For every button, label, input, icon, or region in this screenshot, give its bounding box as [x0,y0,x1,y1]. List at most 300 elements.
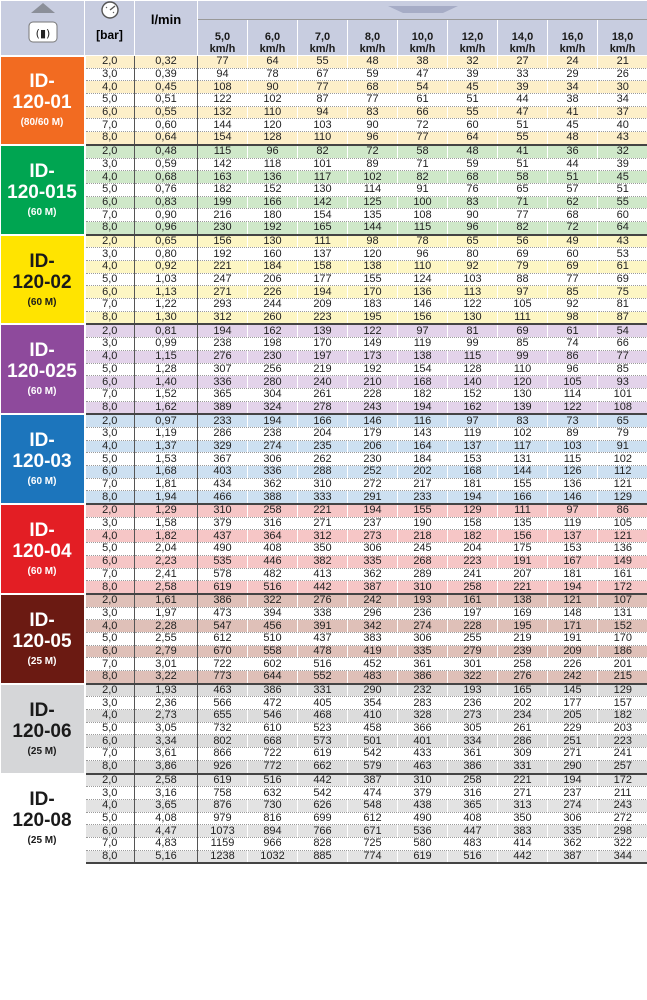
rate-cell: 602 [248,658,298,671]
nozzle-name-line1: ID- [29,430,55,452]
pressure-cell: 7,0 [85,209,135,222]
rate-cell: 730 [248,799,298,812]
nozzle-size: (80/60 M) [20,117,64,129]
rate-cell: 60 [448,119,498,132]
rate-cell: 626 [298,799,348,812]
pressure-cell: 7,0 [85,837,135,850]
rate-cell: 180 [248,209,298,222]
rate-cell: 155 [498,478,548,491]
rate-cell: 324 [248,401,298,414]
rate-cell: 221 [498,581,548,594]
flow-cell: 3,01 [135,658,198,671]
rate-cell: 1238 [198,850,248,863]
pressure-cell: 3,0 [85,338,135,351]
rate-cell: 192 [348,363,398,376]
flow-cell: 0,81 [135,324,198,337]
rate-cell: 96 [248,145,298,158]
speed-unit: km/h [559,43,586,55]
rate-cell: 296 [348,607,398,620]
rate-cell: 194 [248,414,298,427]
rate-cell: 193 [448,684,498,697]
rate-cell: 40 [598,119,647,132]
table-row [1,748,647,761]
pressure-cell: 6,0 [85,645,135,658]
rate-cell: 161 [598,568,647,581]
flow-cell: 2,73 [135,710,198,723]
rate-cell: 132 [198,106,248,119]
rate-cell: 191 [498,555,548,568]
rate-cell: 235 [298,440,348,453]
rate-cell: 612 [348,812,398,825]
pressure-cell: 3,0 [85,697,135,710]
rate-cell: 183 [348,299,398,312]
nozzle-name-line2: 120-03 [12,451,72,473]
rate-cell: 278 [298,401,348,414]
rate-cell: 165 [298,221,348,234]
rate-cell: 365 [448,799,498,812]
flow-cell: 3,65 [135,799,198,812]
rate-cell: 37 [598,106,647,119]
rate-cell: 535 [198,555,248,568]
rate-cell: 655 [198,710,248,723]
rate-cell: 197 [448,607,498,620]
rate-cell: 442 [498,850,548,863]
nozzle-label-cell [1,504,85,594]
rate-cell: 306 [248,453,298,466]
rate-cell: 153 [448,453,498,466]
rate-cell: 336 [248,466,298,479]
rate-cell: 98 [348,235,398,248]
flow-cell: 2,36 [135,697,198,710]
rate-cell: 93 [598,376,647,389]
speed-value: 16,0 [561,31,584,43]
rate-cell: 148 [548,607,598,620]
rate-cell: 272 [348,478,398,491]
rate-cell: 120 [498,376,548,389]
rate-cell: 344 [598,850,647,863]
rate-cell: 243 [348,401,398,414]
rate-cell: 125 [348,196,398,209]
table-row [1,56,647,69]
rate-cell: 194 [548,581,598,594]
rate-cell: 316 [448,787,498,800]
pressure-cell: 2,0 [85,324,135,337]
table-row [1,286,647,299]
rate-cell: 335 [348,555,398,568]
rate-cell: 310 [398,774,448,787]
rate-cell: 463 [398,760,448,773]
rate-cell: 79 [598,427,647,440]
nozzle-label-cell [1,56,85,145]
rate-cell: 130 [448,311,498,324]
rate-cell: 137 [298,248,348,261]
rate-cell: 291 [348,491,398,504]
pressure-cell: 5,0 [85,632,135,645]
nozzle-label-cell [1,684,85,774]
flow-cell: 0,68 [135,171,198,184]
rate-cell: 207 [498,568,548,581]
rate-cell: 96 [448,221,498,234]
rate-cell: 112 [598,466,647,479]
flow-unit-header [135,1,198,56]
rate-cell: 274 [248,440,298,453]
rate-cell: 87 [598,311,647,324]
table-row [1,837,647,850]
nozzle-size: (60 M) [27,386,57,398]
rate-cell: 32 [448,56,498,69]
rate-cell: 468 [298,710,348,723]
speed-column-header [198,20,248,56]
rate-cell: 202 [398,466,448,479]
rate-cell: 44 [548,158,598,171]
flow-cell: 1,30 [135,311,198,324]
rate-cell: 215 [598,671,647,684]
nozzle-size: (25 M) [27,835,57,847]
rate-cell: 365 [198,388,248,401]
pressure-cell: 3,0 [85,158,135,171]
table-row [1,850,647,863]
pressure-cell: 2,0 [85,145,135,158]
rate-cell: 926 [198,760,248,773]
rate-cell: 668 [248,735,298,748]
rate-cell: 516 [248,774,298,787]
rate-cell: 310 [398,581,448,594]
pressure-cell: 4,0 [85,261,135,274]
rate-cell: 255 [448,632,498,645]
rate-cell: 241 [448,568,498,581]
rate-cell: 118 [248,158,298,171]
rate-cell: 57 [548,183,598,196]
rate-cell: 92 [548,299,598,312]
table-row [1,235,647,248]
rate-cell: 177 [298,273,348,286]
rate-cell: 272 [598,812,647,825]
speed-unit: km/h [409,43,436,55]
rate-cell: 732 [198,722,248,735]
pressure-cell: 2,0 [85,235,135,248]
rate-cell: 671 [348,825,398,838]
rate-cell: 230 [198,221,248,234]
rate-cell: 273 [448,710,498,723]
pressure-cell: 3,0 [85,787,135,800]
table-row [1,697,647,710]
rate-cell: 108 [398,209,448,222]
rate-cell: 866 [198,748,248,761]
table-row [1,338,647,351]
rate-cell: 438 [398,799,448,812]
rate-cell: 410 [348,710,398,723]
rate-cell: 456 [248,620,298,633]
rate-cell: 210 [348,376,398,389]
pressure-cell: 8,0 [85,132,135,145]
rate-cell: 172 [598,581,647,594]
rate-cell: 130 [248,235,298,248]
rate-cell: 131 [498,453,548,466]
rate-cell: 247 [198,273,248,286]
rate-cell: 85 [498,338,548,351]
pressure-cell: 8,0 [85,401,135,414]
rate-cell: 290 [348,684,398,697]
speed-unit: km/h [459,43,486,55]
rate-cell: 331 [298,684,348,697]
rate-cell: 24 [548,56,598,69]
rate-cell: 223 [298,311,348,324]
nozzle-name-line1: ID- [29,519,55,541]
rate-cell: 366 [398,722,448,735]
rate-cell: 155 [398,504,448,517]
rate-cell: 45 [598,171,647,184]
rate-cell: 1159 [198,837,248,850]
rate-cell: 558 [248,645,298,658]
table-row [1,261,647,274]
rate-cell: 244 [248,299,298,312]
rate-cell: 124 [398,273,448,286]
flow-cell: 1,37 [135,440,198,453]
rate-cell: 80 [448,248,498,261]
rate-cell: 221 [298,504,348,517]
rate-cell: 181 [548,568,598,581]
nozzle-name-line2: 120-05 [12,630,72,652]
rate-cell: 48 [448,145,498,158]
rate-cell: 260 [248,311,298,324]
speed-value: 8,0 [364,31,381,43]
rate-cell: 251 [548,735,598,748]
rate-cell: 186 [598,645,647,658]
rate-cell: 258 [498,658,548,671]
rate-cell: 68 [548,209,598,222]
table-row [1,221,647,234]
pressure-cell: 5,0 [85,273,135,286]
rate-cell: 894 [248,825,298,838]
rate-cell: 149 [348,338,398,351]
rate-cell: 135 [348,209,398,222]
rate-cell: 170 [348,286,398,299]
pressure-cell: 3,0 [85,427,135,440]
rate-cell: 154 [398,363,448,376]
table-row [1,555,647,568]
rate-cell: 26 [598,68,647,81]
rate-cell: 161 [448,594,498,607]
rate-cell: 114 [548,388,598,401]
rate-cell: 166 [498,491,548,504]
rate-cell: 232 [398,684,448,697]
nozzle-size: (60 M) [27,565,57,577]
rate-cell: 202 [498,697,548,710]
speed-band-icon [363,6,483,14]
table-row [1,183,647,196]
rate-cell: 89 [348,158,398,171]
rate-cell: 331 [498,760,548,773]
table-row [1,491,647,504]
rate-cell: 128 [448,363,498,376]
rate-cell: 39 [448,68,498,81]
rate-cell: 386 [248,684,298,697]
rate-cell: 166 [248,196,298,209]
rate-cell: 29 [548,68,598,81]
speed-column-header [248,20,298,56]
pressure-cell: 2,0 [85,774,135,787]
table-row [1,401,647,414]
rate-cell: 447 [448,825,498,838]
rate-cell: 45 [448,81,498,94]
rate-cell: 473 [198,607,248,620]
rate-cell: 573 [298,735,348,748]
rate-cell: 121 [598,530,647,543]
rate-cell: 261 [498,722,548,735]
rate-cell: 71 [498,196,548,209]
rate-cell: 619 [398,850,448,863]
rate-cell: 97 [448,414,498,427]
rate-cell: 82 [398,171,448,184]
rate-cell: 32 [598,145,647,158]
rate-cell: 766 [298,825,348,838]
table-row [1,543,647,556]
rate-cell: 39 [498,81,548,94]
rate-cell: 209 [298,299,348,312]
rate-cell: 442 [298,774,348,787]
rate-cell: 41 [498,145,548,158]
table-row [1,94,647,107]
rate-cell: 383 [498,825,548,838]
rate-cell: 309 [498,748,548,761]
rate-cell: 152 [448,388,498,401]
rate-cell: 53 [598,248,647,261]
flow-cell: 0,51 [135,94,198,107]
rate-cell: 61 [398,94,448,107]
rate-cell: 979 [198,812,248,825]
rate-cell: 316 [248,517,298,530]
rate-cell: 175 [498,543,548,556]
table-row [1,388,647,401]
rate-cell: 350 [298,543,348,556]
rate-cell: 56 [498,235,548,248]
flow-cell: 3,05 [135,722,198,735]
pressure-cell: 4,0 [85,799,135,812]
rate-cell: 307 [198,363,248,376]
rate-cell: 116 [398,414,448,427]
rate-cell: 218 [398,530,448,543]
speed-unit: km/h [209,43,236,55]
flow-cell: 2,79 [135,645,198,658]
pressure-cell: 6,0 [85,196,135,209]
rate-cell: 82 [298,145,348,158]
rate-cell: 458 [348,722,398,735]
nozzle-label-cell [1,235,85,325]
rate-cell: 81 [598,299,647,312]
flow-cell: 1,93 [135,684,198,697]
flow-cell: 1,28 [135,363,198,376]
rate-cell: 121 [548,594,598,607]
rate-cell: 67 [298,68,348,81]
rate-cell: 338 [298,607,348,620]
speed-unit: km/h [359,43,386,55]
pressure-cell: 6,0 [85,825,135,838]
rate-cell: 229 [548,722,598,735]
rate-cell: 34 [548,81,598,94]
rate-cell: 312 [298,530,348,543]
rate-cell: 105 [548,376,598,389]
rate-cell: 119 [548,517,598,530]
table-row [1,119,647,132]
rate-cell: 876 [198,799,248,812]
rate-cell: 55 [298,56,348,69]
rate-cell: 276 [298,594,348,607]
table-row [1,324,647,337]
rate-cell: 501 [348,735,398,748]
rate-cell: 58 [398,145,448,158]
pressure-header-cell [85,1,135,56]
rate-cell: 243 [598,799,647,812]
rate-cell: 122 [548,401,598,414]
rate-cell: 306 [398,632,448,645]
rate-cell: 258 [448,774,498,787]
rate-cell: 483 [348,671,398,684]
flow-cell: 1,81 [135,478,198,491]
rate-cell: 136 [548,478,598,491]
nozzle-name-line1: ID- [29,699,55,721]
rate-cell: 802 [198,735,248,748]
rate-cell: 312 [198,311,248,324]
rate-cell: 64 [598,221,647,234]
table-row [1,684,647,697]
flow-cell: 1,53 [135,453,198,466]
rate-cell: 310 [298,478,348,491]
rate-cell: 276 [498,671,548,684]
rate-cell: 126 [548,466,598,479]
flow-cell: 0,76 [135,183,198,196]
rate-cell: 195 [498,620,548,633]
rate-cell: 99 [448,338,498,351]
rate-cell: 110 [248,106,298,119]
rate-cell: 59 [448,158,498,171]
rate-cell: 236 [448,697,498,710]
rate-cell: 119 [398,338,448,351]
table-row [1,710,647,723]
rate-cell: 548 [348,799,398,812]
rate-cell: 322 [448,671,498,684]
rate-cell: 66 [598,338,647,351]
rate-cell: 966 [248,837,298,850]
flow-cell: 2,58 [135,581,198,594]
rate-cell: 149 [598,555,647,568]
rate-cell: 119 [448,427,498,440]
rate-cell: 122 [348,324,398,337]
rate-cell: 68 [448,171,498,184]
rate-cell: 168 [398,376,448,389]
pressure-cell: 6,0 [85,106,135,119]
rate-cell: 221 [498,774,548,787]
rate-cell: 156 [398,311,448,324]
rate-cell: 91 [598,440,647,453]
rate-cell: 483 [448,837,498,850]
rate-cell: 619 [198,774,248,787]
nozzle-name-line2: 120-06 [12,720,72,742]
rate-cell: 490 [198,543,248,556]
pressure-cell: 7,0 [85,478,135,491]
rate-cell: 333 [298,491,348,504]
rate-cell: 162 [448,401,498,414]
rate-cell: 73 [548,414,598,427]
rate-cell: 354 [348,697,398,710]
rate-cell: 108 [198,81,248,94]
rate-cell: 83 [498,414,548,427]
flow-cell: 0,59 [135,158,198,171]
rate-cell: 193 [398,594,448,607]
nozzle-name-line1: ID- [29,71,55,93]
rate-cell: 328 [398,710,448,723]
pressure-cell: 6,0 [85,466,135,479]
rate-cell: 136 [598,543,647,556]
